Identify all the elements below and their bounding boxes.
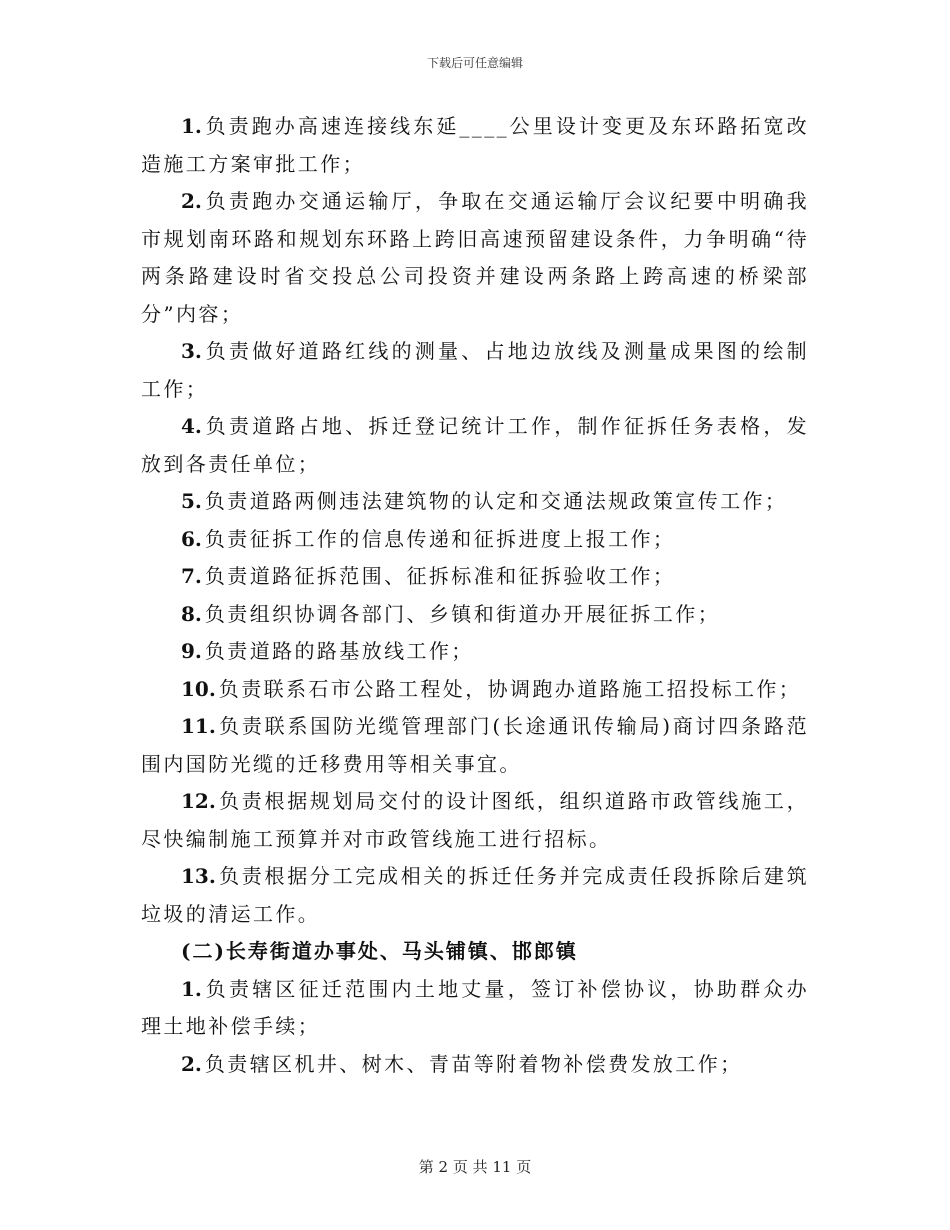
list-item: [141, 408, 809, 483]
item-number: 4.: [181, 414, 202, 438]
item-text: 负责做好道路红线的测量、占地边放线及测量成果图的绘制工作；: [141, 339, 809, 401]
item-text: 负责组织协调各部门、乡镇和街道办开展征拆工作；: [204, 601, 721, 626]
item-number: 10.: [181, 676, 216, 701]
item-text: 负责道路占地、拆迁登记统计工作，制作征拆任务表格，发放到各责任单位；: [141, 414, 809, 476]
item-text: 负责道路征拆范围、征拆标准和征拆验收工作；: [204, 564, 676, 588]
item-text: 负责根据规划局交付的设计图纸，组织道路市政管线施工，尽快编制施工预算并对市政管线施工进行招标。: [141, 789, 809, 851]
item-number: 13.: [181, 864, 216, 888]
item-text: 负责辖区征迁范围内土地丈量，签订补偿协议，协助群众办理土地补偿手续；: [141, 976, 809, 1038]
list-item: [141, 483, 809, 521]
list-item: [141, 596, 809, 634]
item-text: 负责根据分工完成相关的拆迁任务并完成责任段拆除后建筑垃圾的清运工作。: [141, 864, 809, 926]
item-number: 2.: [181, 189, 202, 213]
item-text: 负责跑办交通运输厅，争取在交通运输厅会议纪要中明确我市规划南环路和规划东环路上跨旧高速预留建设条件，力争明确“待两条路建设时省交投总公司投资并建设两条路上跨高速的桥梁部分”内容；: [141, 189, 809, 326]
item-number: 7.: [181, 564, 202, 588]
list-item: [141, 108, 809, 183]
item-number: 12.: [181, 789, 216, 813]
page-footer: 第 2 页 共 11 页: [418, 1158, 532, 1176]
item-text: 负责辖区机井、树木、青苗等附着物补偿费发放工作；: [204, 1051, 743, 1076]
list-item: [141, 1046, 809, 1084]
list-item: [141, 558, 809, 596]
item-number: 6.: [181, 526, 202, 551]
item-number: 8.: [181, 601, 202, 626]
item-text: 负责征拆工作的信息传递和征拆进度上报工作；: [204, 526, 676, 551]
item-text: 负责道路的路基放线工作；: [204, 639, 474, 663]
page-header: 下载后可任意编辑: [426, 56, 523, 70]
item-number: 2.: [181, 1051, 202, 1076]
list-item: [141, 858, 809, 933]
list-item: [141, 671, 809, 709]
item-number: 1.: [181, 976, 202, 1001]
item-text: 负责联系石市公路工程处，协调跑办道路施工招投标工作；: [218, 676, 802, 701]
list-item: [141, 708, 809, 783]
item-text: 负责道路两侧违法建筑物的认定和交通法规政策宣传工作；: [204, 489, 788, 513]
item-number: 11.: [181, 714, 216, 738]
list-item: [141, 521, 809, 559]
item-text: 负责联系国防光缆管理部门(长途通讯传输局)商讨四条路范围内国防光缆的迁移费用等相关事宜。: [141, 714, 809, 776]
item-number: 9.: [181, 639, 202, 663]
item-number: 3.: [181, 339, 202, 363]
section-heading: (二)长寿街道办事处、马头铺镇、邯郎镇: [181, 939, 578, 963]
item-text: 负责跑办高速连接线东延____公里设计变更及东环路拓宽改造施工方案审批工作；: [141, 114, 809, 176]
list-item: [141, 333, 809, 408]
list-item: [141, 633, 809, 671]
item-number: 5.: [181, 489, 202, 513]
item-number: 1.: [181, 114, 202, 138]
list-item: [141, 783, 809, 858]
list-item: [141, 971, 809, 1046]
document-body: [141, 108, 809, 1083]
list-item: [141, 183, 809, 333]
